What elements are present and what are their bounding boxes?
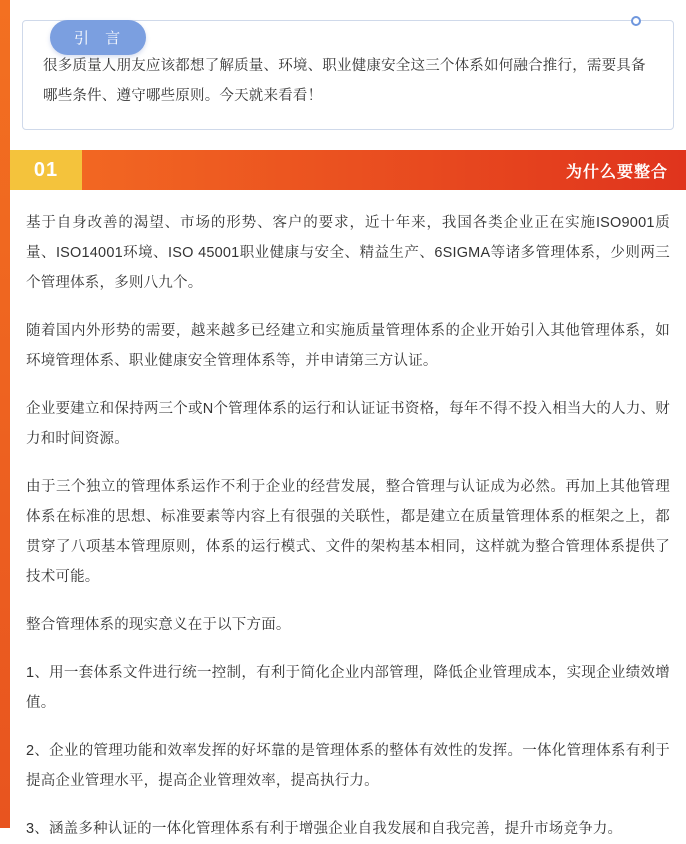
body-paragraph: 2、企业的管理功能和效率发挥的好坏靠的是管理体系的整体有效性的发挥。一体化管理体系有利于提高企业管理水平，提高企业管理效率，提高执行力。 bbox=[26, 743, 670, 789]
decorative-dot-icon bbox=[631, 16, 641, 26]
left-accent-rail bbox=[0, 0, 10, 828]
section-title: 为什么要整合 bbox=[82, 150, 686, 190]
body-paragraph: 随着国内外形势的需要，越来越多已经建立和实施质量管理体系的企业开始引入其他管理体系，如环境管理体系、职业健康安全管理体系等，并申请第三方认证。 bbox=[26, 323, 670, 369]
intro-section bbox=[22, 20, 674, 130]
intro-paragraph: 很多质量人朋友应该都想了解质量、环境、职业健康安全这三个体系如何融合推行，需要具备哪些条件、遵守哪些原则。今天就来看看！ bbox=[43, 58, 646, 104]
body-paragraph: 由于三个独立的管理体系运作不利于企业的经营发展，整合管理与认证成为必然。再加上其他管理体系在标准的思想、标准要素等内容上有很强的关联性，都是建立在质量管理体系的框架之上，都贯穿了八项基本管理原则，体系的运行模式、文件的架构基本相同，这样就为整合管理体系提供了技术可能。 bbox=[26, 479, 670, 585]
intro-tab-label: 引 言 bbox=[50, 20, 146, 55]
section-header bbox=[10, 150, 686, 190]
body-paragraph: 基于自身改善的渴望、市场的形势、客户的要求，近十年来，我国各类企业正在实施ISO9001质量、ISO14001环境、ISO 45001职业健康与安全、精益生产、6SIGMA等诸多管理体系，少则两三个管理体系，多则八九个。 bbox=[26, 215, 670, 291]
body-paragraph: 3、涵盖多种认证的一体化管理体系有利于增强企业自我发展和自我完善，提升市场竞争力。 bbox=[26, 821, 623, 837]
article-content bbox=[10, 0, 686, 837]
body-paragraph: 企业要建立和保持两三个或N个管理体系的运行和认证证书资格，每年不得不投入相当大的人力、财力和时间资源。 bbox=[26, 401, 670, 447]
body-paragraph: 1、用一套体系文件进行统一控制，有利于简化企业内部管理，降低企业管理成本，实现企业绩效增值。 bbox=[26, 665, 670, 711]
body-paragraph: 整合管理体系的现实意义在于以下方面。 bbox=[26, 617, 291, 633]
section-number: 01 bbox=[10, 150, 82, 190]
section-body bbox=[10, 190, 686, 844]
